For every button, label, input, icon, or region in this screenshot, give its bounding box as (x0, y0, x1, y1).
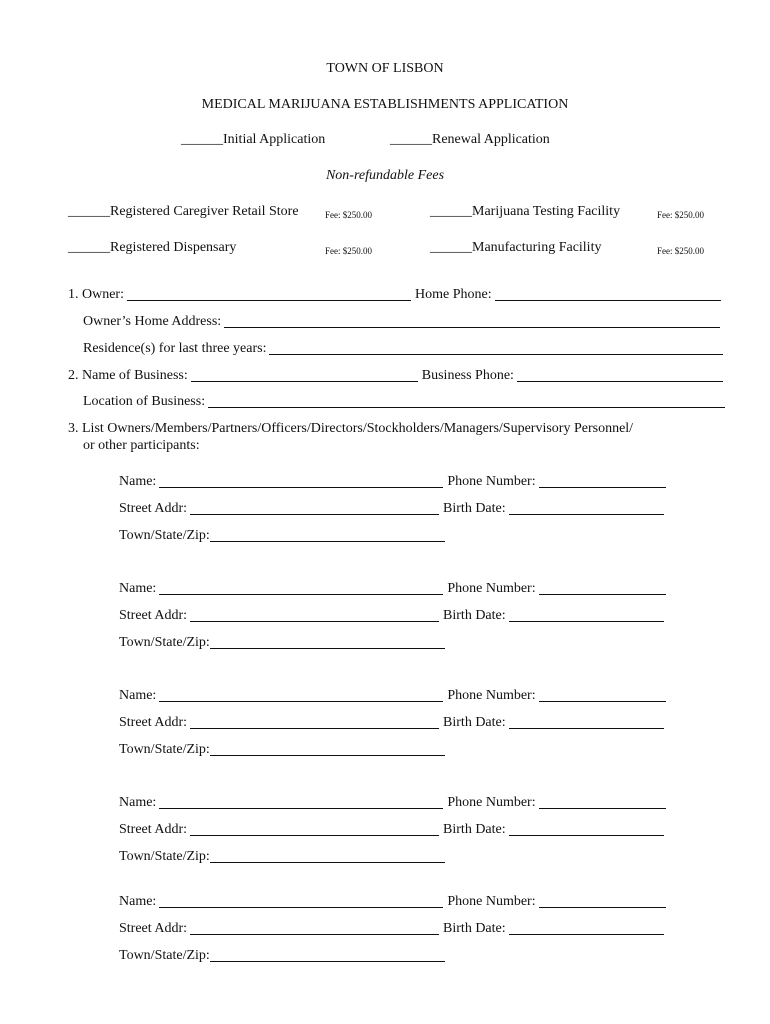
owner-row (68, 286, 721, 304)
participant-birth-field[interactable] (509, 715, 664, 729)
participant-town-label: Town/State/Zip: (119, 635, 210, 650)
town-title: TOWN OF LISBON (326, 61, 444, 76)
participant-birth-label: Birth Date: (443, 608, 506, 623)
caregiver-retail-option[interactable]: ______Registered Caregiver Retail Store (68, 204, 299, 219)
participant-birth-label: Birth Date: (443, 715, 506, 730)
participant-name-field[interactable] (159, 474, 443, 488)
participant-street-row (119, 821, 664, 839)
participant-name-field[interactable] (159, 581, 443, 595)
caregiver-retail-fee: Fee: $250.00 (325, 210, 372, 220)
renewal-application-option[interactable]: ______Renewal Application (390, 132, 550, 147)
participant-name-label: Name: (119, 688, 157, 703)
participant-name-row (119, 794, 666, 812)
participant-phone-label: Phone Number: (447, 474, 536, 489)
participant-name-row (119, 893, 666, 911)
participant-birth-label: Birth Date: (443, 822, 506, 837)
participant-name-field[interactable] (159, 894, 443, 908)
participants-heading: 3. List Owners/Members/Partners/Officers/Directors/Stockholders/Managers/Supervisory Personnel/ (68, 421, 634, 436)
participant-town-label: Town/State/Zip: (119, 528, 210, 543)
participant-town-row (119, 527, 445, 545)
owner-field[interactable] (127, 287, 411, 301)
participant-name-label: Name: (119, 894, 157, 909)
participant-name-label: Name: (119, 795, 157, 810)
home-address-row (83, 313, 720, 331)
participant-town-row (119, 741, 445, 759)
participant-phone-field[interactable] (539, 795, 666, 809)
home-phone-label: Home Phone: (415, 287, 492, 302)
participant-street-field[interactable] (190, 921, 439, 935)
participant-town-label: Town/State/Zip: (119, 849, 210, 864)
participant-birth-field[interactable] (509, 608, 664, 622)
residence-label: Residence(s) for last three years: (83, 341, 267, 356)
participant-phone-field[interactable] (539, 581, 666, 595)
participant-street-label: Street Addr: (119, 715, 188, 730)
participant-birth-field[interactable] (509, 921, 664, 935)
participant-town-field[interactable] (210, 635, 445, 649)
participant-street-row (119, 500, 664, 518)
participant-town-row (119, 634, 445, 652)
business-phone-field[interactable] (517, 368, 723, 382)
location-field[interactable] (208, 394, 725, 408)
participant-name-row (119, 580, 666, 598)
business-name-row (68, 367, 723, 385)
participant-town-field[interactable] (210, 849, 445, 863)
participants-heading-cont: or other participants: (83, 438, 200, 453)
participant-town-row (119, 848, 445, 866)
participant-birth-label: Birth Date: (443, 501, 506, 516)
business-phone-label: Business Phone: (421, 368, 514, 383)
manufacturing-facility-option[interactable]: ______Manufacturing Facility (430, 240, 602, 255)
participant-name-row (119, 473, 666, 491)
location-row (83, 393, 725, 411)
participant-phone-field[interactable] (539, 688, 666, 702)
participant-phone-label: Phone Number: (447, 894, 536, 909)
testing-facility-option[interactable]: ______Marijuana Testing Facility (430, 204, 621, 219)
participant-street-label: Street Addr: (119, 501, 188, 516)
participant-birth-field[interactable] (509, 501, 664, 515)
residence-row (83, 340, 723, 358)
participant-name-label: Name: (119, 474, 157, 489)
participant-street-field[interactable] (190, 715, 439, 729)
participant-phone-field[interactable] (539, 474, 666, 488)
manufacturing-facility-fee: Fee: $250.00 (657, 246, 704, 256)
business-name-label: 2. Name of Business: (68, 368, 188, 383)
location-label: Location of Business: (83, 394, 206, 409)
home-phone-field[interactable] (495, 287, 721, 301)
participant-phone-label: Phone Number: (447, 688, 536, 703)
participant-town-field[interactable] (210, 948, 445, 962)
participant-street-label: Street Addr: (119, 608, 188, 623)
owner-label: 1. Owner: (68, 287, 124, 302)
participant-town-field[interactable] (210, 528, 445, 542)
participant-town-label: Town/State/Zip: (119, 948, 210, 963)
home-address-label: Owner’s Home Address: (83, 314, 222, 329)
testing-facility-fee: Fee: $250.00 (657, 210, 704, 220)
participant-street-label: Street Addr: (119, 822, 188, 837)
residence-field[interactable] (269, 341, 723, 355)
home-address-field[interactable] (224, 314, 720, 328)
participant-town-field[interactable] (210, 742, 445, 756)
participant-birth-field[interactable] (509, 822, 664, 836)
participant-street-row (119, 714, 664, 732)
fees-note: Non-refundable Fees (325, 168, 445, 183)
participant-phone-label: Phone Number: (447, 795, 536, 810)
dispensary-fee: Fee: $250.00 (325, 246, 372, 256)
participant-birth-label: Birth Date: (443, 921, 506, 936)
participant-name-row (119, 687, 666, 705)
participant-town-label: Town/State/Zip: (119, 742, 210, 757)
participant-name-field[interactable] (159, 688, 443, 702)
participant-street-row (119, 607, 664, 625)
dispensary-option[interactable]: ______Registered Dispensary (68, 240, 237, 255)
participant-phone-field[interactable] (539, 894, 666, 908)
participant-street-field[interactable] (190, 501, 439, 515)
participant-town-row (119, 947, 445, 965)
initial-application-option[interactable]: ______Initial Application (181, 132, 326, 147)
participant-name-field[interactable] (159, 795, 443, 809)
participant-street-label: Street Addr: (119, 921, 188, 936)
participant-name-label: Name: (119, 581, 157, 596)
business-name-field[interactable] (191, 368, 418, 382)
form-title: MEDICAL MARIJUANA ESTABLISHMENTS APPLICATION (201, 97, 569, 112)
participant-phone-label: Phone Number: (447, 581, 536, 596)
participant-street-field[interactable] (190, 608, 439, 622)
participant-street-row (119, 920, 664, 938)
participant-street-field[interactable] (190, 822, 439, 836)
